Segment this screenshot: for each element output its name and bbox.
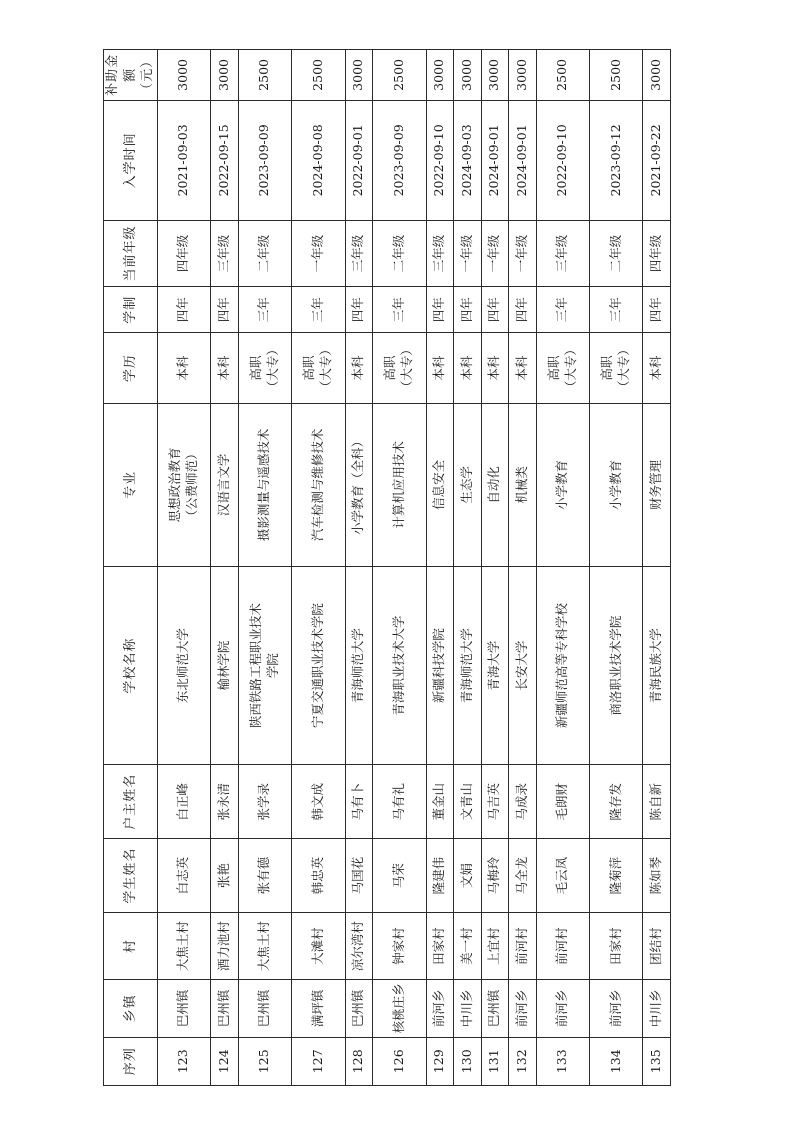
major-cell: 机械类 <box>509 403 537 566</box>
school-name-cell: 新疆科技学院 <box>426 566 454 764</box>
village-cell: 凉尔湾村 <box>345 913 373 980</box>
amount-cell: 3000 <box>211 50 239 101</box>
village-cell: 钟家村 <box>373 913 426 980</box>
amount-cell: 3000 <box>345 50 373 101</box>
major-cell: 摄影测量与遥感技术 <box>238 403 291 566</box>
student-name-cell: 马梅玲 <box>481 839 509 913</box>
amount-cell: 3000 <box>643 50 671 101</box>
major-cell: 自动化 <box>481 403 509 566</box>
enroll-date-cell: 2023-09-09 <box>238 100 291 220</box>
grade-cell: 四年级 <box>157 220 210 286</box>
school-name-cell: 青海民族大学 <box>643 566 671 764</box>
education-cell: 本科 <box>481 333 509 404</box>
major-cell: 信息安全 <box>426 403 454 566</box>
householder-name-cell: 马成录 <box>509 765 537 839</box>
school-name-cell: 宁夏交通职业技术学院 <box>292 566 345 764</box>
town-cell: 前河乡 <box>426 980 454 1037</box>
school-name-cell: 长安大学 <box>509 566 537 764</box>
grade-cell: 二年级 <box>238 220 291 286</box>
duration-cell: 三年 <box>373 287 426 333</box>
town-cell: 核桃庄乡 <box>373 980 426 1037</box>
header-enroll-date: 入学时间 <box>104 100 158 220</box>
header-school-name: 学校名称 <box>104 566 158 764</box>
town-cell: 前河乡 <box>589 980 642 1037</box>
householder-name-cell: 文青山 <box>454 765 482 839</box>
education-cell: 本科 <box>454 333 482 404</box>
householder-name-cell: 马吉英 <box>481 765 509 839</box>
householder-name-cell: 张学录 <box>238 765 291 839</box>
grade-cell: 一年级 <box>481 220 509 286</box>
major-cell: 计算机应用技术 <box>373 403 426 566</box>
seq-cell: 128 <box>345 1037 373 1085</box>
header-householder-name: 户主姓名 <box>104 765 158 839</box>
student-name-cell: 马全龙 <box>509 839 537 913</box>
seq-cell: 130 <box>454 1037 482 1085</box>
seq-cell: 123 <box>157 1037 210 1085</box>
subsidy-table <box>103 49 671 1086</box>
enroll-date-cell: 2022-09-01 <box>345 100 373 220</box>
duration-cell: 四年 <box>157 287 210 333</box>
seq-cell: 132 <box>509 1037 537 1085</box>
education-cell: 本科 <box>509 333 537 404</box>
grade-cell: 一年级 <box>509 220 537 286</box>
town-cell: 巴州镇 <box>211 980 239 1037</box>
town-cell: 巴州镇 <box>481 980 509 1037</box>
school-name-cell: 东北师范大学 <box>157 566 210 764</box>
table-row <box>238 50 291 1086</box>
duration-cell: 三年 <box>238 287 291 333</box>
town-cell: 巴州镇 <box>238 980 291 1037</box>
education-cell: 本科 <box>643 333 671 404</box>
education-cell: 本科 <box>426 333 454 404</box>
school-name-cell: 商洛职业技术学院 <box>589 566 642 764</box>
duration-cell: 四年 <box>643 287 671 333</box>
seq-cell: 127 <box>292 1037 345 1085</box>
school-name-cell: 青海职业技术大学 <box>373 566 426 764</box>
village-cell: 大滩村 <box>292 913 345 980</box>
major-cell: 小学教育 <box>589 403 642 566</box>
grade-cell: 三年级 <box>426 220 454 286</box>
header-town: 乡镇 <box>104 980 158 1037</box>
town-cell: 中川乡 <box>454 980 482 1037</box>
header-current-grade: 当前年级 <box>104 220 158 286</box>
householder-name-cell: 马有卜 <box>345 765 373 839</box>
education-cell: 高职 （大专） <box>292 333 345 404</box>
village-cell: 前河村 <box>536 913 589 980</box>
header-education: 学历 <box>104 333 158 404</box>
village-cell: 田家村 <box>426 913 454 980</box>
village-cell: 美一村 <box>454 913 482 980</box>
amount-cell: 2500 <box>536 50 589 101</box>
school-name-cell: 榆林学院 <box>211 566 239 764</box>
amount-cell: 3000 <box>481 50 509 101</box>
amount-cell: 3000 <box>454 50 482 101</box>
village-cell: 大焦土村 <box>238 913 291 980</box>
town-cell: 中川乡 <box>643 980 671 1037</box>
duration-cell: 四年 <box>211 287 239 333</box>
table-header-row <box>104 50 158 1086</box>
school-name-cell: 青海师范大学 <box>345 566 373 764</box>
student-name-cell: 韩忠英 <box>292 839 345 913</box>
amount-cell: 3000 <box>426 50 454 101</box>
duration-cell: 四年 <box>345 287 373 333</box>
amount-cell: 3000 <box>157 50 210 101</box>
town-cell: 满坪镇 <box>292 980 345 1037</box>
education-cell: 本科 <box>211 333 239 404</box>
education-cell: 本科 <box>345 333 373 404</box>
student-name-cell: 隆建伟 <box>426 839 454 913</box>
table-row <box>509 50 537 1086</box>
header-student-name: 学生姓名 <box>104 839 158 913</box>
householder-name-cell: 董金山 <box>426 765 454 839</box>
table-row <box>211 50 239 1086</box>
enroll-date-cell: 2022-09-10 <box>426 100 454 220</box>
education-cell: 高职 （大专） <box>589 333 642 404</box>
householder-name-cell: 陈自新 <box>643 765 671 839</box>
enroll-date-cell: 2021-09-22 <box>643 100 671 220</box>
student-name-cell: 张有德 <box>238 839 291 913</box>
duration-cell: 四年 <box>426 287 454 333</box>
village-cell: 田家村 <box>589 913 642 980</box>
village-cell: 酒力池村 <box>211 913 239 980</box>
grade-cell: 三年级 <box>345 220 373 286</box>
table-row <box>373 50 426 1086</box>
education-cell: 本科 <box>157 333 210 404</box>
grade-cell: 一年级 <box>292 220 345 286</box>
major-cell: 生态学 <box>454 403 482 566</box>
enroll-date-cell: 2023-09-09 <box>373 100 426 220</box>
householder-name-cell: 白正峰 <box>157 765 210 839</box>
table-row <box>536 50 589 1086</box>
major-cell: 汽车检测与维修技术 <box>292 403 345 566</box>
householder-name-cell: 马有礼 <box>373 765 426 839</box>
householder-name-cell: 毛朗财 <box>536 765 589 839</box>
table-row <box>426 50 454 1086</box>
table-row <box>454 50 482 1086</box>
major-cell: 思想政治教育 （公费师范） <box>157 403 210 566</box>
village-cell: 上宜村 <box>481 913 509 980</box>
student-name-cell: 张艳 <box>211 839 239 913</box>
amount-cell: 3000 <box>509 50 537 101</box>
education-cell: 高职 （大专） <box>373 333 426 404</box>
student-name-cell: 文娟 <box>454 839 482 913</box>
student-name-cell: 隆菊萍 <box>589 839 642 913</box>
education-cell: 高职 （大专） <box>536 333 589 404</box>
header-duration: 学制 <box>104 287 158 333</box>
seq-cell: 124 <box>211 1037 239 1085</box>
enroll-date-cell: 2022-09-10 <box>536 100 589 220</box>
seq-cell: 126 <box>373 1037 426 1085</box>
seq-cell: 134 <box>589 1037 642 1085</box>
seq-cell: 125 <box>238 1037 291 1085</box>
enroll-date-cell: 2024-09-08 <box>292 100 345 220</box>
householder-name-cell: 张永清 <box>211 765 239 839</box>
enroll-date-cell: 2023-09-12 <box>589 100 642 220</box>
town-cell: 巴州镇 <box>157 980 210 1037</box>
duration-cell: 四年 <box>454 287 482 333</box>
header-subsidy-amount: 补助金额 （元） <box>104 50 158 101</box>
amount-cell: 2500 <box>238 50 291 101</box>
student-name-cell: 毛云凤 <box>536 839 589 913</box>
seq-cell: 131 <box>481 1037 509 1085</box>
table-row <box>643 50 671 1086</box>
grade-cell: 三年级 <box>536 220 589 286</box>
student-name-cell: 陈如琴 <box>643 839 671 913</box>
village-cell: 大焦土村 <box>157 913 210 980</box>
grade-cell: 二年级 <box>373 220 426 286</box>
school-name-cell: 新疆师范高等专科学校 <box>536 566 589 764</box>
amount-cell: 2500 <box>589 50 642 101</box>
education-cell: 高职 （大专） <box>238 333 291 404</box>
enroll-date-cell: 2021-09-03 <box>157 100 210 220</box>
enroll-date-cell: 2022-09-15 <box>211 100 239 220</box>
duration-cell: 四年 <box>509 287 537 333</box>
school-name-cell: 陕西铁路工程职业技术 学院 <box>238 566 291 764</box>
seq-cell: 135 <box>643 1037 671 1085</box>
duration-cell: 三年 <box>589 287 642 333</box>
table-row <box>157 50 210 1086</box>
major-cell: 小学教育 <box>536 403 589 566</box>
grade-cell: 二年级 <box>589 220 642 286</box>
school-name-cell: 青海大学 <box>481 566 509 764</box>
town-cell: 前河乡 <box>509 980 537 1037</box>
header-village: 村 <box>104 913 158 980</box>
amount-cell: 2500 <box>292 50 345 101</box>
village-cell: 前河村 <box>509 913 537 980</box>
table-body <box>157 50 670 1086</box>
major-cell: 小学教育（全科） <box>345 403 373 566</box>
table-row <box>589 50 642 1086</box>
householder-name-cell: 韩文成 <box>292 765 345 839</box>
village-cell: 团结村 <box>643 913 671 980</box>
seq-cell: 129 <box>426 1037 454 1085</box>
student-name-cell: 马国花 <box>345 839 373 913</box>
amount-cell: 2500 <box>373 50 426 101</box>
rotated-table-container <box>103 49 671 1086</box>
school-name-cell: 青海师范大学 <box>454 566 482 764</box>
major-cell: 汉语言文学 <box>211 403 239 566</box>
major-cell: 财务管理 <box>643 403 671 566</box>
grade-cell: 三年级 <box>211 220 239 286</box>
householder-name-cell: 隆存发 <box>589 765 642 839</box>
duration-cell: 四年 <box>481 287 509 333</box>
header-major: 专业 <box>104 403 158 566</box>
table-row <box>292 50 345 1086</box>
duration-cell: 三年 <box>536 287 589 333</box>
enroll-date-cell: 2024-09-01 <box>481 100 509 220</box>
enroll-date-cell: 2024-09-01 <box>509 100 537 220</box>
grade-cell: 四年级 <box>643 220 671 286</box>
header-seq: 序列 <box>104 1037 158 1085</box>
student-name-cell: 马荣 <box>373 839 426 913</box>
duration-cell: 三年 <box>292 287 345 333</box>
seq-cell: 133 <box>536 1037 589 1085</box>
town-cell: 巴州镇 <box>345 980 373 1037</box>
student-name-cell: 白志英 <box>157 839 210 913</box>
grade-cell: 一年级 <box>454 220 482 286</box>
table-row <box>481 50 509 1086</box>
town-cell: 前河乡 <box>536 980 589 1037</box>
enroll-date-cell: 2024-09-03 <box>454 100 482 220</box>
table-row <box>345 50 373 1086</box>
